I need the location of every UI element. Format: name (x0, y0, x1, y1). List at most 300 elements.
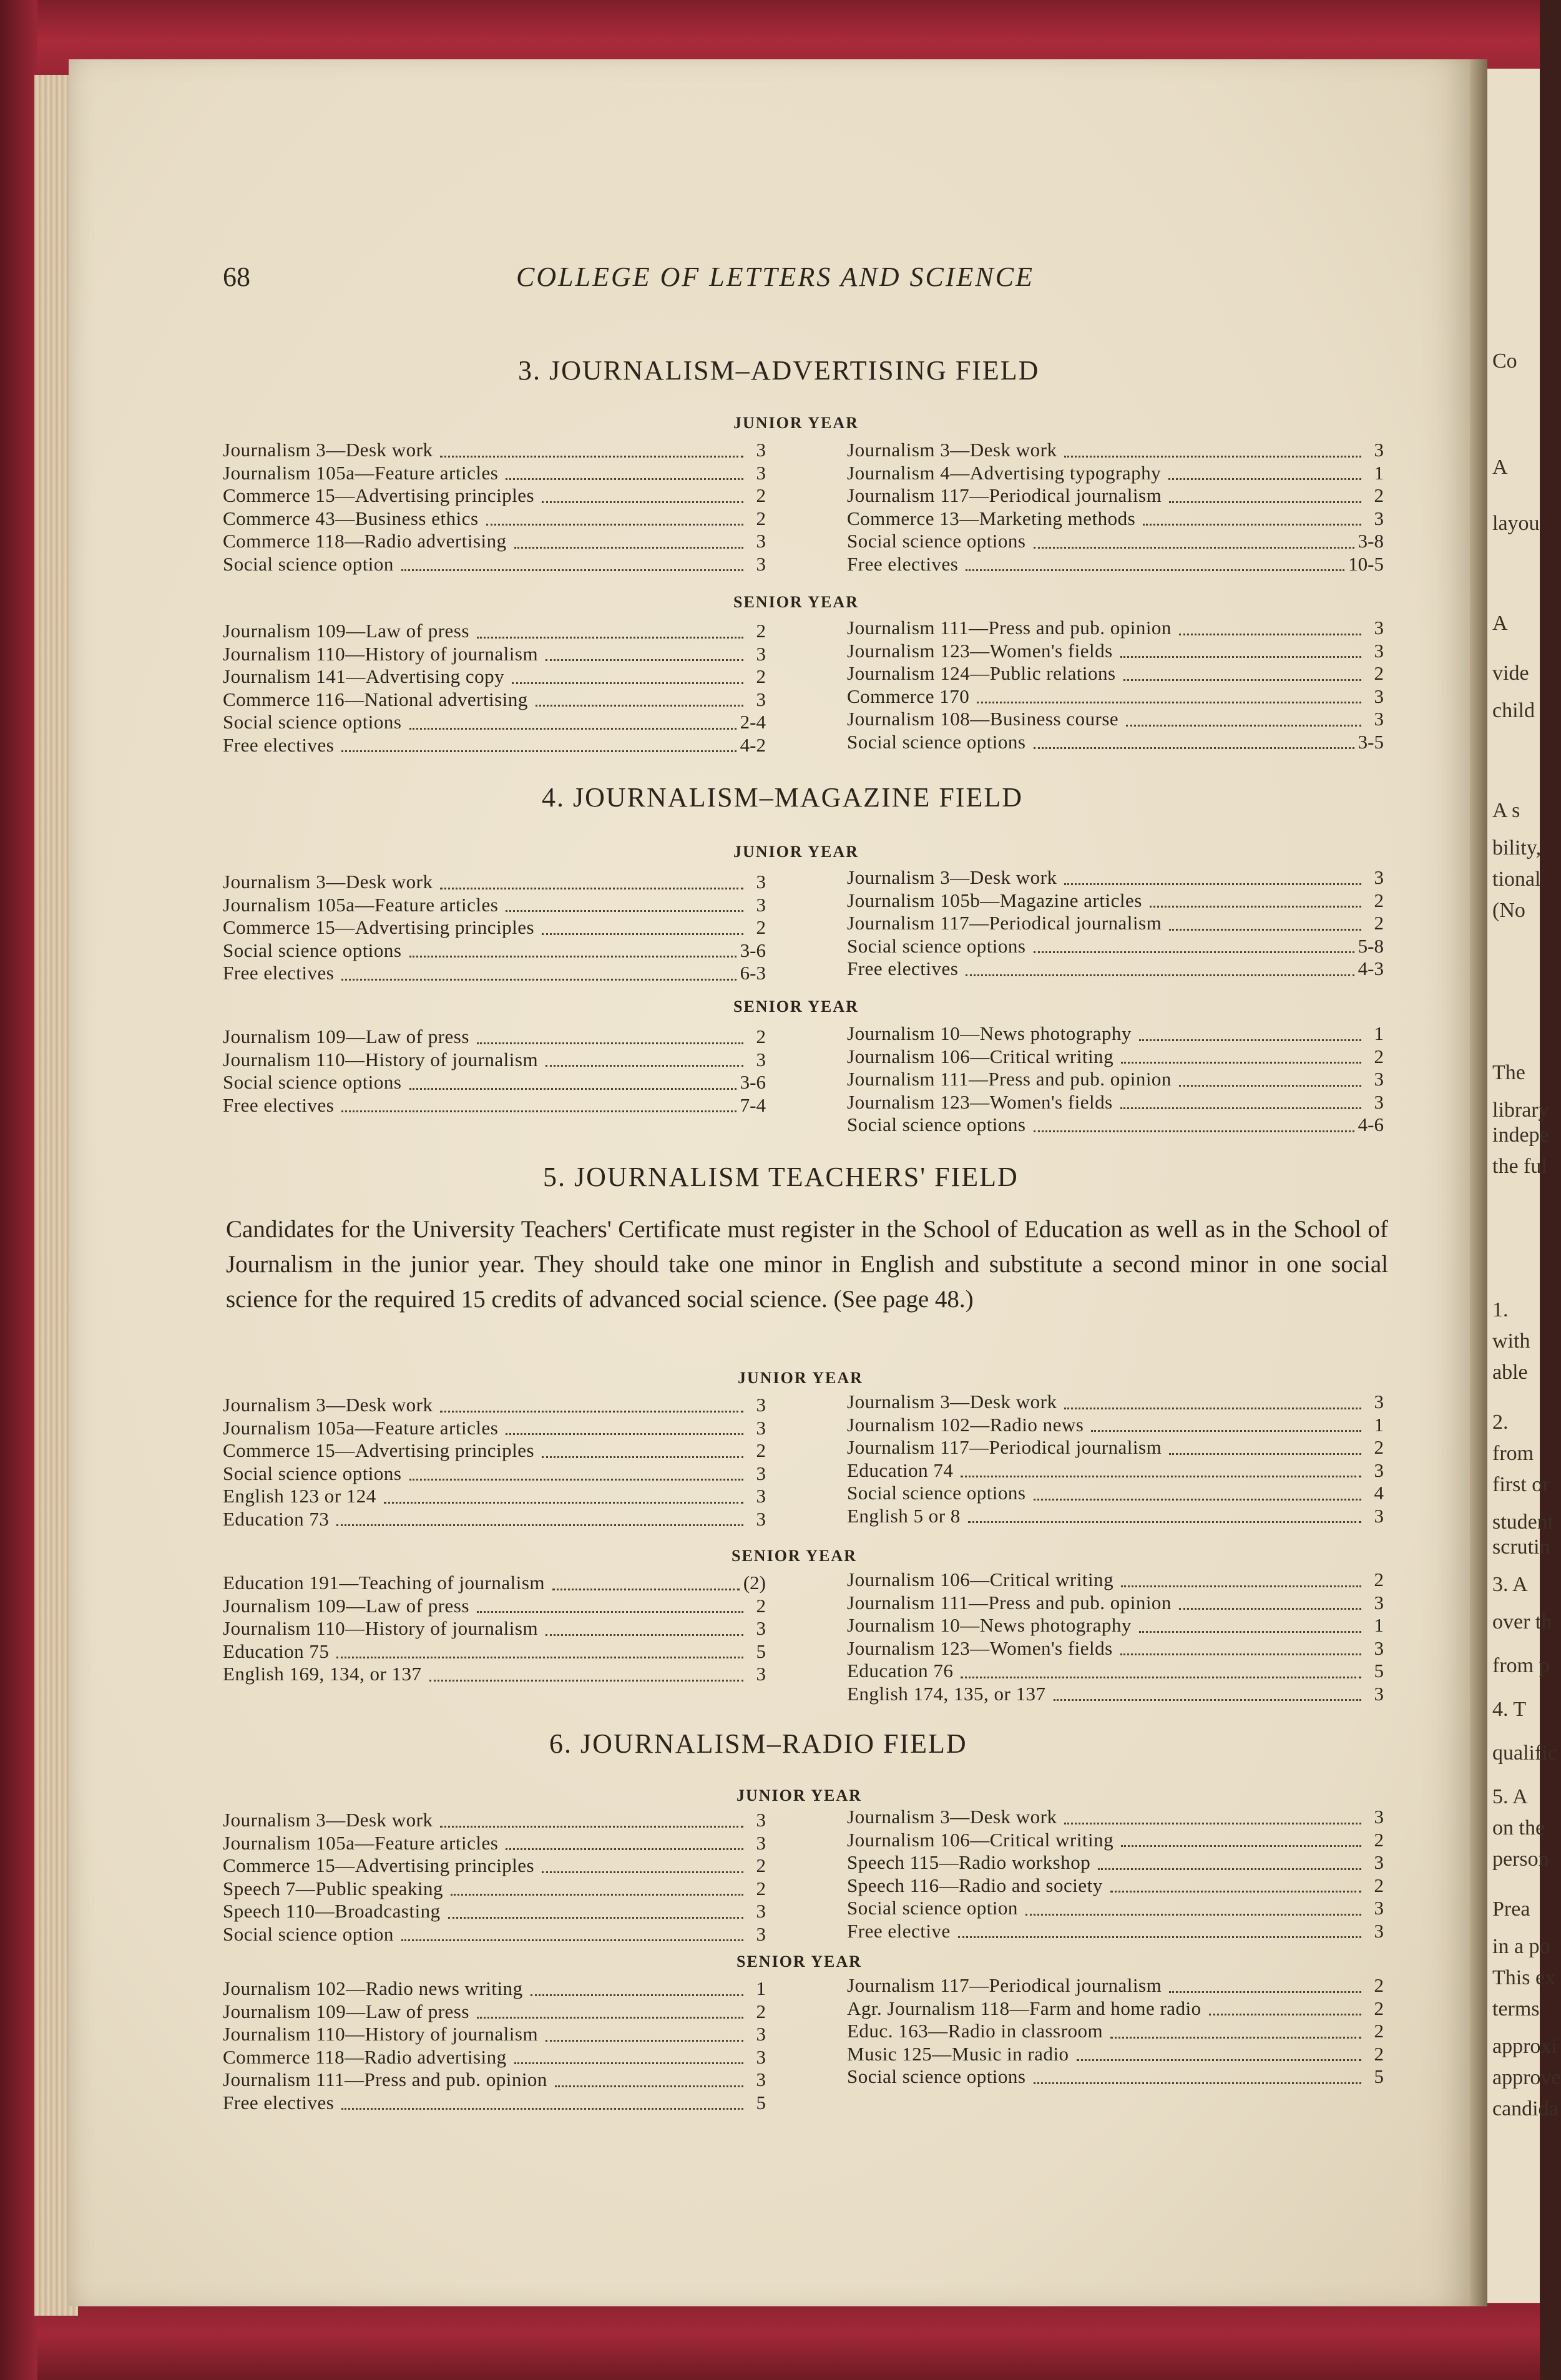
course-name: Education 73 (223, 1507, 330, 1530)
dot-leader (1139, 1618, 1361, 1633)
course-row (223, 1071, 766, 1094)
adjacent-page-text: indepe (1492, 1124, 1549, 1147)
dot-leader (341, 2095, 743, 2110)
dot-leader (1034, 534, 1354, 549)
course-name: Journalism 105a—Feature articles (223, 1831, 499, 1854)
dot-leader (440, 1813, 743, 1828)
course-name: Free electives (847, 957, 959, 979)
adjacent-page-text: 3. A (1492, 1573, 1528, 1596)
credit-value: 3 (1374, 439, 1384, 461)
credit-value: 1 (756, 1977, 766, 1999)
credit-value: (2) (743, 1572, 766, 1594)
course-name: Journalism 106—Critical writing (847, 1045, 1114, 1067)
credit-value: 2 (756, 507, 766, 529)
course-name: Educ. 163—Radio in classroom (847, 2020, 1103, 2042)
course-name: Commerce 170 (847, 685, 970, 707)
course-name: English 169, 134, or 137 (223, 1663, 422, 1685)
credit-value: 2 (756, 1877, 766, 1899)
course-name: Commerce 15—Advertising principles (223, 916, 535, 938)
credit-value: 3 (1374, 1919, 1384, 1942)
course-name: Speech 116—Radio and society (847, 1874, 1103, 1896)
course-row (223, 1878, 766, 1901)
adjacent-page-text: with (1492, 1330, 1530, 1353)
credit-value: 2 (1374, 484, 1384, 506)
course-name: Social science options (847, 934, 1026, 957)
dot-leader (336, 1644, 743, 1658)
adjacent-page-fragment (1487, 69, 1561, 2303)
credit-value: 2 (756, 620, 766, 642)
dot-leader (1120, 1641, 1361, 1655)
course-row (847, 1851, 1384, 1874)
credit-value: 3 (1374, 1090, 1384, 1113)
course-name: Speech 115—Radio workshop (847, 1851, 1091, 1873)
credit-value: 5 (1374, 2065, 1384, 2087)
course-row (223, 643, 766, 666)
dot-leader (961, 1664, 1361, 1678)
course-row (847, 866, 1384, 889)
credit-value: 3 (1374, 507, 1384, 529)
credit-value: 2 (756, 916, 766, 938)
page-gutter (1470, 59, 1487, 2306)
course-row (847, 1114, 1384, 1137)
dot-leader (1121, 1573, 1361, 1587)
credit-value: 3 (756, 1048, 766, 1070)
section-title: 4. JOURNALISM–MAGAZINE FIELD (542, 782, 1023, 813)
course-row (223, 1854, 766, 1878)
credit-value: 3 (1374, 1851, 1384, 1873)
dot-leader (477, 1030, 743, 1044)
course-row (847, 1614, 1384, 1637)
course-name: English 123 or 124 (223, 1485, 376, 1507)
adjacent-page-text: from (1492, 1442, 1534, 1465)
credit-value: 3 (756, 2045, 766, 2068)
course-name: Commerce 13—Marketing methods (847, 507, 1136, 529)
course-row (223, 2069, 766, 2092)
credit-value: 3 (1374, 1897, 1384, 1919)
credit-value: 2 (1374, 1436, 1384, 1458)
course-row (223, 939, 766, 962)
course-name: Social science option (223, 1922, 394, 1945)
credit-value: 1 (1374, 1614, 1384, 1636)
dot-leader (514, 534, 743, 549)
dot-leader (440, 875, 743, 889)
course-row (223, 1977, 766, 2000)
dot-leader (401, 1927, 743, 1941)
credit-value: 3 (1374, 1806, 1384, 1828)
course-list (847, 866, 1384, 981)
course-row (223, 1923, 766, 1946)
course-row (223, 711, 766, 734)
course-name: Commerce 118—Radio advertising (223, 2045, 507, 2068)
adjacent-page-text: qualific (1492, 1741, 1557, 1765)
adjacent-page-text: This ex (1492, 1966, 1556, 1989)
course-name: Journalism 3—Desk work (847, 439, 1057, 461)
dot-leader (546, 1052, 743, 1067)
course-name: Journalism 123—Women's fields (847, 1637, 1113, 1659)
adjacent-page-text: scrutin (1492, 1535, 1550, 1559)
course-row (847, 1391, 1384, 1414)
credit-value: 3 (1374, 1682, 1384, 1705)
course-name: Education 74 (847, 1459, 954, 1481)
credit-value: 3 (756, 1416, 766, 1439)
year-label-senior: SENIOR YEAR (733, 593, 859, 611)
course-name: Commerce 116—National advertising (223, 688, 528, 710)
course-row (847, 1897, 1384, 1920)
dot-leader (409, 1075, 736, 1090)
course-row (223, 2023, 766, 2046)
credit-value: 2 (1374, 1874, 1384, 1896)
course-name: Journalism 10—News photography (847, 1022, 1132, 1044)
dot-leader (1064, 871, 1361, 885)
course-row (847, 1874, 1384, 1898)
dot-leader (1169, 1441, 1361, 1455)
credit-value: 4-3 (1358, 957, 1384, 979)
dot-leader (1179, 1595, 1361, 1610)
course-row (223, 962, 766, 985)
dot-leader (1168, 466, 1361, 480)
course-row (847, 912, 1384, 935)
course-row (223, 688, 766, 712)
course-row (223, 620, 766, 643)
credit-value: 3 (756, 1922, 766, 1945)
credit-value: 2-4 (740, 711, 766, 733)
page-header (223, 261, 1084, 298)
dot-leader (451, 1881, 743, 1896)
course-name: Journalism 106—Critical writing (847, 1569, 1114, 1590)
dot-leader (1054, 1687, 1361, 1701)
dot-leader (1126, 712, 1361, 727)
adjacent-page-text: library (1492, 1099, 1549, 1122)
dot-leader (966, 557, 1344, 571)
course-name: Journalism 109—Law of press (223, 1026, 469, 1047)
dot-leader (477, 624, 743, 639)
course-row (223, 530, 766, 553)
course-name: Free electives (223, 1094, 335, 1116)
credit-value: 3 (756, 1831, 766, 1854)
course-row (847, 1683, 1384, 1706)
course-row (223, 1026, 766, 1049)
course-list (847, 439, 1384, 575)
course-row (847, 1459, 1384, 1482)
year-label-junior: JUNIOR YEAR (736, 1786, 862, 1805)
course-name: Social science options (223, 1462, 402, 1484)
course-row (847, 1592, 1384, 1615)
dot-leader (1169, 1979, 1361, 1993)
adjacent-page-text: 5. A (1492, 1785, 1528, 1808)
course-list (223, 439, 766, 575)
credit-value: 2 (1374, 662, 1384, 684)
credit-value: 3-6 (740, 939, 766, 961)
adjacent-page-text: approve (1492, 2066, 1561, 2089)
course-row (847, 1806, 1384, 1829)
adjacent-page-text: 1. (1492, 1298, 1509, 1321)
adjacent-page-text: (No (1492, 899, 1525, 922)
dot-leader (542, 489, 743, 503)
dot-leader (506, 1836, 743, 1850)
course-list (223, 1809, 766, 1946)
dot-leader (555, 2073, 743, 2087)
adjacent-page-text: layou (1492, 512, 1540, 535)
course-row (223, 484, 766, 507)
dot-leader (1120, 644, 1361, 658)
course-list (223, 1572, 766, 1686)
dot-leader (514, 2050, 743, 2064)
credit-value: 1 (1374, 1413, 1384, 1436)
book-binding-left (0, 0, 37, 2380)
course-name: Commerce 15—Advertising principles (223, 484, 535, 506)
credit-value: 3 (756, 439, 766, 461)
running-title: COLLEGE OF LETTERS AND SCIENCE (516, 262, 1034, 292)
credit-value: 3 (756, 1617, 766, 1639)
credit-value: 3 (756, 642, 766, 665)
dot-leader (1169, 489, 1361, 503)
course-name: Journalism 10—News photography (847, 1614, 1132, 1636)
dot-leader (429, 1667, 743, 1682)
course-row (847, 553, 1384, 576)
credit-value: 3 (1374, 639, 1384, 662)
course-row (847, 1637, 1384, 1660)
credit-value: 3 (756, 871, 766, 893)
dot-leader (506, 898, 743, 912)
dot-leader (958, 1924, 1361, 1938)
dot-leader (1034, 939, 1354, 953)
course-name: Journalism 106—Critical writing (847, 1828, 1114, 1851)
adjacent-page-text: A (1492, 456, 1508, 479)
dot-leader (448, 1904, 743, 1919)
dot-leader (1034, 1486, 1362, 1501)
course-row (223, 1439, 766, 1462)
credit-value: 3 (1374, 708, 1384, 730)
course-row (223, 1900, 766, 1923)
course-row (223, 1617, 766, 1640)
course-name: English 5 or 8 (847, 1504, 961, 1527)
year-label-senior: SENIOR YEAR (733, 997, 859, 1016)
course-list (223, 1394, 766, 1530)
course-name: Journalism 105a—Feature articles (223, 1416, 499, 1439)
adjacent-page-text: over th (1492, 1610, 1552, 1633)
credit-value: 2 (1374, 1828, 1384, 1851)
course-row (223, 1595, 766, 1618)
course-name: Social science option (223, 552, 394, 575)
credit-value: 3-8 (1358, 530, 1384, 552)
course-row (223, 2046, 766, 2069)
course-row (847, 1091, 1384, 1114)
section-title: 3. JOURNALISM–ADVERTISING FIELD (518, 355, 1040, 386)
course-list (847, 1391, 1384, 1527)
course-row (847, 1569, 1384, 1592)
adjacent-page-text: A s (1492, 799, 1520, 822)
year-label-senior: SENIOR YEAR (736, 1952, 862, 1971)
course-name: English 174, 135, or 137 (847, 1682, 1046, 1705)
course-name: Journalism 3—Desk work (223, 871, 433, 893)
course-name: Free elective (847, 1919, 951, 1942)
course-row (223, 1809, 766, 1832)
dot-leader (977, 689, 1361, 703)
dot-leader (1121, 1049, 1361, 1064)
course-name: Commerce 15—Advertising principles (223, 1854, 535, 1876)
credit-value: 6-3 (740, 962, 766, 984)
page-number: 68 (223, 262, 250, 292)
course-name: Journalism 3—Desk work (223, 439, 433, 461)
course-name: Social science options (223, 939, 402, 961)
dot-leader (1169, 916, 1361, 931)
course-name: Commerce 15—Advertising principles (223, 1439, 535, 1461)
course-row (223, 1417, 766, 1440)
adjacent-page-text: the ful (1492, 1155, 1547, 1178)
credit-value: 2 (1374, 1569, 1384, 1590)
credit-value: 3-6 (740, 1071, 766, 1093)
year-label-junior: JUNIOR YEAR (738, 1369, 863, 1387)
course-row (223, 439, 766, 462)
course-name: Journalism 110—History of journalism (223, 1048, 539, 1070)
course-name: Journalism 3—Desk work (847, 1806, 1057, 1828)
dot-leader (1034, 735, 1354, 749)
course-row (223, 1462, 766, 1486)
course-name: Journalism 111—Press and pub. opinion (847, 1068, 1172, 1090)
dot-leader (968, 1509, 1361, 1523)
course-list (223, 620, 766, 757)
credit-value: 3 (1374, 1459, 1384, 1481)
dot-leader (477, 1599, 743, 1613)
course-name: Journalism 117—Periodical journalism (847, 484, 1162, 506)
section-title: 6. JOURNALISM–RADIO FIELD (549, 1728, 967, 1759)
credit-value: 2 (756, 1594, 766, 1617)
credit-value: 5 (756, 2091, 766, 2113)
credit-value: 3 (756, 688, 766, 710)
dot-leader (1150, 893, 1361, 908)
dot-leader (1098, 1856, 1361, 1870)
credit-value: 3 (1374, 1068, 1384, 1090)
course-row (223, 1394, 766, 1417)
adjacent-page-text: able (1492, 1361, 1528, 1384)
dot-leader (1034, 2070, 1362, 2084)
course-row (223, 2092, 766, 2115)
course-row (847, 662, 1384, 685)
course-row (223, 553, 766, 576)
section-title: 5. JOURNALISM TEACHERS' FIELD (543, 1162, 1019, 1192)
course-list (847, 1974, 1384, 2089)
credit-value: 3 (756, 893, 766, 916)
course-name: Journalism 105a—Feature articles (223, 893, 499, 916)
dot-leader (1110, 2024, 1361, 2039)
dot-leader (1139, 1027, 1361, 1041)
course-name: Journalism 111—Press and pub. opinion (847, 617, 1172, 639)
course-row (223, 916, 766, 939)
credit-value: 4 (1374, 1482, 1384, 1504)
credit-value: 3 (756, 1507, 766, 1530)
course-name: Journalism 102—Radio news (847, 1413, 1084, 1436)
course-row (223, 1508, 766, 1531)
course-row (223, 1572, 766, 1595)
course-name: Journalism 123—Women's fields (847, 639, 1113, 662)
credit-value: 3 (756, 1485, 766, 1507)
adjacent-page-text: The (1492, 1061, 1525, 1084)
course-row (847, 484, 1384, 507)
dot-leader (542, 1859, 743, 1873)
credit-value: 5 (1374, 1660, 1384, 1682)
course-name: Journalism 3—Desk work (847, 866, 1057, 888)
course-name: Journalism 109—Law of press (223, 2000, 469, 2022)
course-name: Journalism 105a—Feature articles (223, 461, 499, 484)
credit-value: 3 (756, 530, 766, 552)
adjacent-page-text: on the (1492, 1816, 1545, 1839)
course-name: Journalism 3—Desk work (847, 1391, 1057, 1413)
course-name: Education 76 (847, 1660, 954, 1682)
course-name: Social science options (847, 1482, 1026, 1504)
dot-leader (409, 715, 736, 730)
credit-value: 3 (756, 1900, 766, 1922)
adjacent-page-text: 2. (1492, 1411, 1509, 1434)
credit-value: 2 (1374, 889, 1384, 911)
course-row (223, 894, 766, 917)
course-row (223, 1094, 766, 1117)
dot-leader (546, 1622, 743, 1636)
course-list (847, 1806, 1384, 1942)
course-row (847, 1436, 1384, 1459)
course-row (223, 1832, 766, 1855)
dot-leader (546, 647, 743, 661)
dot-leader (536, 692, 743, 707)
course-name: Journalism 124—Public relations (847, 662, 1116, 684)
credit-value: 2 (1374, 912, 1384, 934)
adjacent-page-text: Co (1492, 350, 1517, 373)
dot-leader (440, 1398, 743, 1413)
course-name: Social science options (223, 1071, 402, 1093)
course-row (847, 640, 1384, 663)
adjacent-page-text: vide (1492, 662, 1529, 685)
course-row (847, 1997, 1384, 2020)
course-name: Free electives (223, 733, 335, 756)
dot-leader (409, 943, 736, 957)
course-name: Journalism 109—Law of press (223, 620, 469, 642)
course-row (223, 462, 766, 485)
course-name: Journalism 110—History of journalism (223, 642, 539, 665)
course-row (223, 1640, 766, 1663)
dot-leader (477, 2004, 743, 2019)
course-name: Free electives (223, 962, 335, 984)
course-row (847, 439, 1384, 462)
dot-leader (506, 466, 743, 480)
year-label-junior: JUNIOR YEAR (733, 843, 859, 861)
dot-leader (440, 443, 743, 458)
credit-value: 3 (756, 1809, 766, 1831)
course-row (847, 889, 1384, 913)
course-name: Journalism 117—Periodical journalism (847, 1974, 1162, 1996)
dot-leader (542, 1444, 743, 1458)
course-name: Journalism 117—Periodical journalism (847, 1436, 1162, 1458)
credit-value: 4-6 (1358, 1114, 1384, 1135)
course-name: Journalism 108—Business course (847, 708, 1119, 730)
credit-value: 4-2 (740, 733, 766, 756)
credit-value: 2 (756, 1854, 766, 1876)
course-name: Journalism 123—Women's fields (847, 1090, 1113, 1113)
course-name: Speech 7—Public speaking (223, 1877, 443, 1899)
dot-leader (512, 670, 743, 684)
adjacent-page-text: Prea (1492, 1898, 1530, 1921)
credit-value: 5 (756, 1640, 766, 1662)
course-row (847, 1482, 1384, 1505)
course-row (847, 1046, 1384, 1069)
course-name: Journalism 110—History of journalism (223, 2023, 539, 2045)
course-name: Journalism 111—Press and pub. opinion (223, 2069, 547, 2090)
course-name: Journalism 102—Radio news writing (223, 1977, 523, 1999)
book-binding-bottom (0, 2303, 1540, 2380)
dot-leader (341, 738, 736, 752)
course-row (223, 871, 766, 894)
course-row (847, 1068, 1384, 1091)
credit-value: 3 (1374, 1637, 1384, 1659)
course-name: Education 191—Teaching of journalism (223, 1572, 546, 1594)
